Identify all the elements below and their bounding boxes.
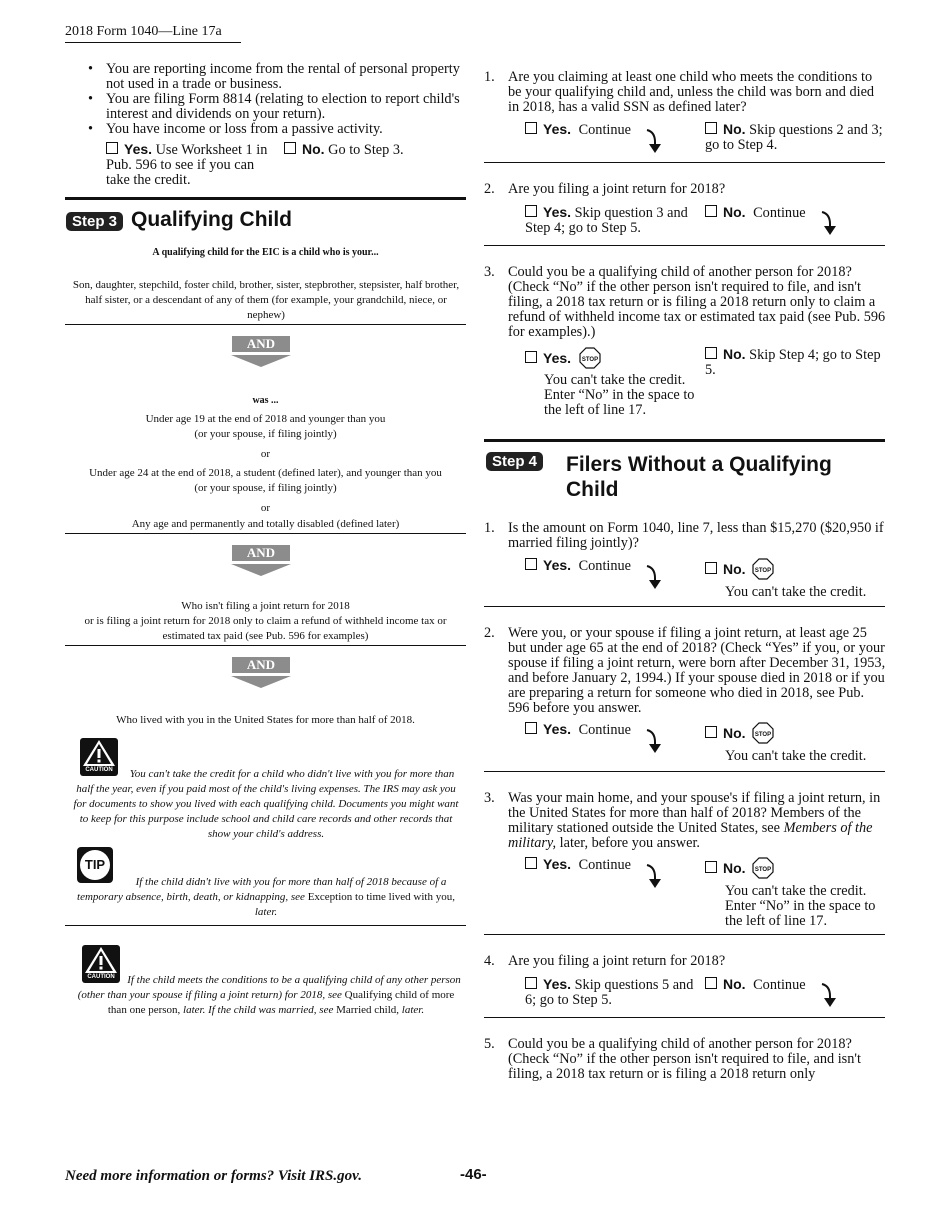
svg-text:STOP: STOP: [755, 732, 772, 738]
step4-question-3: 3. Was your main home, and your spouse's if filing a joint return, in the United States for more than half of 2018? Members of the military stationed outside the United States, see Members of the military, later, before you answer. Yes. Continue No. STOP You can't take the credit. Enter “No” in the space to the left of line 17.: [484, 791, 886, 931]
was-label: was ...: [252, 395, 279, 406]
svg-text:STOP: STOP: [755, 867, 772, 873]
step3-heading: [66, 208, 292, 232]
page-header: 2018 Form 1040—Line 17a: [65, 24, 222, 39]
step4-divider: [484, 439, 885, 442]
step3-question-1: 1. Are you claiming at least one child who meets the conditions to be your qualifying child and, unless the child was born and died in 2018, has a valid SSN as defined later? Yes. Continue No. Skip questions 2 and 3; go to Step 4.: [484, 70, 886, 160]
yes-checkbox[interactable]: [525, 122, 537, 134]
yes-checkbox[interactable]: [525, 351, 537, 363]
stop-icon: [752, 857, 774, 883]
svg-text:STOP: STOP: [581, 357, 598, 363]
yes-option[interactable]: Yes. STOP: [525, 347, 695, 373]
step3-question-2: 2. Are you filing a joint return for 2018? Yes. Skip question 3 and Step 4; go to Step 5. No. Continue: [484, 182, 886, 242]
no-option[interactable]: No. Continue: [705, 205, 835, 221]
divider: [484, 771, 885, 772]
yes-checkbox[interactable]: [106, 142, 118, 154]
caution-icon: CAUTION: [82, 945, 120, 983]
divider: [484, 162, 885, 163]
continue-arrow-icon: [821, 210, 837, 236]
passive-income-bullets: [88, 62, 463, 137]
divider: [65, 925, 466, 926]
yes-checkbox[interactable]: [525, 722, 537, 734]
stop-icon: [752, 558, 774, 584]
step3-divider: [65, 197, 466, 200]
no-checkbox[interactable]: [284, 142, 296, 154]
caution-note-1: You can't take the credit for a child who didn't live with you for more than half the year, even if you paid most of the child's living expenses. The IRS may ask you for documents to show you lived with each qualifying child. Documents you might want to keep for this purpose include school and child care records and other records that show your child's address.: [73, 768, 459, 840]
age-test-2: Under age 24 at the end of 2018, a student (defined later), and younger than you: [89, 467, 442, 479]
down-arrow-icon: [231, 355, 291, 367]
no-option[interactable]: No. Go to Step 3.: [284, 142, 464, 158]
qc-intro: A qualifying child for the EIC is a child who is your...: [152, 247, 379, 258]
yes-checkbox[interactable]: [525, 857, 537, 869]
divider: [484, 245, 885, 246]
footer-note: Need more information or forms? Visit IRS.gov.: [65, 1168, 362, 1184]
divider: [65, 533, 466, 534]
divider: [484, 1017, 885, 1018]
step4-question-5: 5. Could you be a qualifying child of another person for 2018? (Check “No” if the other person isn't required to file, and isn't filing, a 2018 tax return or is filing a 2018 return only: [484, 1036, 861, 1082]
or-label: or: [260, 448, 271, 460]
step4-question-4: 4. Are you filing a joint return for 2018? Yes. Skip questions 5 and 6; go to Step 5. No. Continue: [484, 954, 886, 1014]
yes-checkbox[interactable]: [525, 205, 537, 217]
yes-checkbox[interactable]: [525, 558, 537, 570]
caution-note-2: If the child meets the conditions to be a qualifying child of any other person (other than your spouse if filing a joint return) for 2018, see Qualifying child of more than one person, later. If the child was married, see Married child, later.: [77, 974, 461, 1016]
step3-question-3: 3. Could you be a qualifying child of another person for 2018? (Check “No” if the other person isn't required to file, and isn't filing, a 2018 tax return or is filing a 2018 return only to claim a refund of withheld income tax or estimated tax paid (see Pub. 596 for examples).) Yes. STOP You can't take the credit. Enter “No” in the space to the left of line 17. No. Skip Step 4; go to Step 5.: [484, 264, 886, 418]
bullet-item: • You have income or loss from a passive activity.: [88, 122, 463, 137]
yes-checkbox[interactable]: [525, 977, 537, 989]
caution-icon: CAUTION: [80, 738, 118, 776]
no-option[interactable]: No. STOP: [705, 722, 886, 748]
yes-option[interactable]: Yes. Continue: [525, 122, 695, 138]
continue-arrow-icon: [646, 128, 662, 154]
no-option[interactable]: No. Continue: [705, 977, 835, 993]
step4-question-1: 1. Is the amount on Form 1040, line 7, less than $15,270 ($20,950 if married filing jointly)? Yes. Continue No. STOP You can't take the credit.: [484, 521, 886, 603]
bullet-item: • You are reporting income from the rental of personal property not used in a trade or business.: [88, 62, 463, 92]
no-checkbox[interactable]: [705, 861, 717, 873]
no-option[interactable]: No. STOP: [705, 558, 886, 584]
passive-income-answer: [106, 142, 466, 192]
yes-option[interactable]: Yes. Use Worksheet 1 in Pub. 596 to see if you can take the credit.: [106, 141, 268, 188]
no-checkbox[interactable]: [705, 205, 717, 217]
step4-badge: Step 4: [486, 452, 543, 471]
yes-option[interactable]: Yes. Skip questions 5 and 6; go to Step 5.: [525, 976, 694, 1008]
divider: [65, 324, 466, 325]
step3-badge: Step 3: [66, 212, 123, 231]
continue-arrow-icon: [646, 564, 662, 590]
no-option[interactable]: No. STOP: [705, 857, 886, 883]
step4-question-2: 2. Were you, or your spouse if filing a joint return, at least age 25 but under age 65 at the end of 2018? (Check “Yes” if you, or your spouse if filing a joint return, were born after December 31, 1953, and before January 2, 1994.) If your spouse died in 2018 or if you are preparing a return for someone who died in 2018, see Pub. 596 before you answer. Yes. Continue No. STOP You can't take the credit.: [484, 625, 886, 764]
tip-note: If the child didn't live with you for more than half of 2018 because of a temporary absence, birth, death, or kidnapping, see Exception to time lived with you, later.: [77, 876, 455, 918]
age-test-1: Under age 19 at the end of 2018 and younger than you: [145, 413, 386, 425]
no-option[interactable]: No. Skip Step 4; go to Step 5.: [705, 346, 881, 378]
no-checkbox[interactable]: [705, 977, 717, 989]
and-label: AND: [232, 657, 290, 673]
tip-icon: TIP: [77, 847, 113, 883]
and-label: AND: [232, 545, 290, 561]
step4-badge-wrap: [486, 452, 543, 471]
divider: [484, 934, 885, 935]
divider: [65, 645, 466, 646]
step3-title: Qualifying Child: [131, 208, 293, 231]
yes-option[interactable]: Yes. Skip question 3 and Step 4; go to Step 5.: [525, 204, 688, 236]
continue-arrow-icon: [821, 982, 837, 1008]
stop-icon: [752, 722, 774, 748]
no-checkbox[interactable]: [705, 562, 717, 574]
age-test-1-note: (or your spouse, if filing jointly): [194, 428, 337, 440]
continue-arrow-icon: [646, 728, 662, 754]
bullet-item: • You are filing Form 8814 (relating to election to report child's interest and dividends on your return).: [88, 92, 463, 122]
down-arrow-icon: [231, 676, 291, 688]
svg-text:STOP: STOP: [755, 568, 772, 574]
joint-test-1: Who isn't filing a joint return for 2018: [181, 600, 350, 612]
divider: [484, 606, 885, 607]
residency-test: Who lived with you in the United States for more than half of 2018.: [116, 714, 415, 726]
header-underline: [65, 42, 241, 43]
yes-option[interactable]: Yes. Continue: [525, 722, 695, 738]
or-label: or: [260, 502, 271, 514]
yes-option[interactable]: Yes. Continue: [525, 857, 695, 873]
no-checkbox[interactable]: [705, 122, 717, 134]
no-checkbox[interactable]: [705, 726, 717, 738]
age-test-2-note: (or your spouse, if filing jointly): [194, 482, 337, 494]
continue-arrow-icon: [646, 863, 662, 889]
down-arrow-icon: [231, 564, 291, 576]
step4-title: Filers Without a Qualifying Child: [566, 453, 832, 501]
yes-option[interactable]: Yes. Continue: [525, 558, 695, 574]
stop-icon: [579, 347, 601, 373]
no-checkbox[interactable]: [705, 347, 717, 359]
joint-test-2: or is filing a joint return for 2018 only to claim a refund of withheld income tax or estimated tax paid (see Pub. 596 for examples): [84, 615, 447, 642]
age-test-3: Any age and permanently and totally disabled (defined later): [131, 518, 400, 530]
page-number: -46-: [460, 1166, 487, 1183]
and-label: AND: [232, 336, 290, 352]
qc-relationship: Son, daughter, stepchild, foster child, brother, sister, stepbrother, stepsister, half brother, half sister, or a descendant of any of them (for example, your grandchild, niece, or nephew): [72, 279, 460, 321]
no-option[interactable]: No. Skip questions 2 and 3; go to Step 4.: [705, 121, 883, 153]
